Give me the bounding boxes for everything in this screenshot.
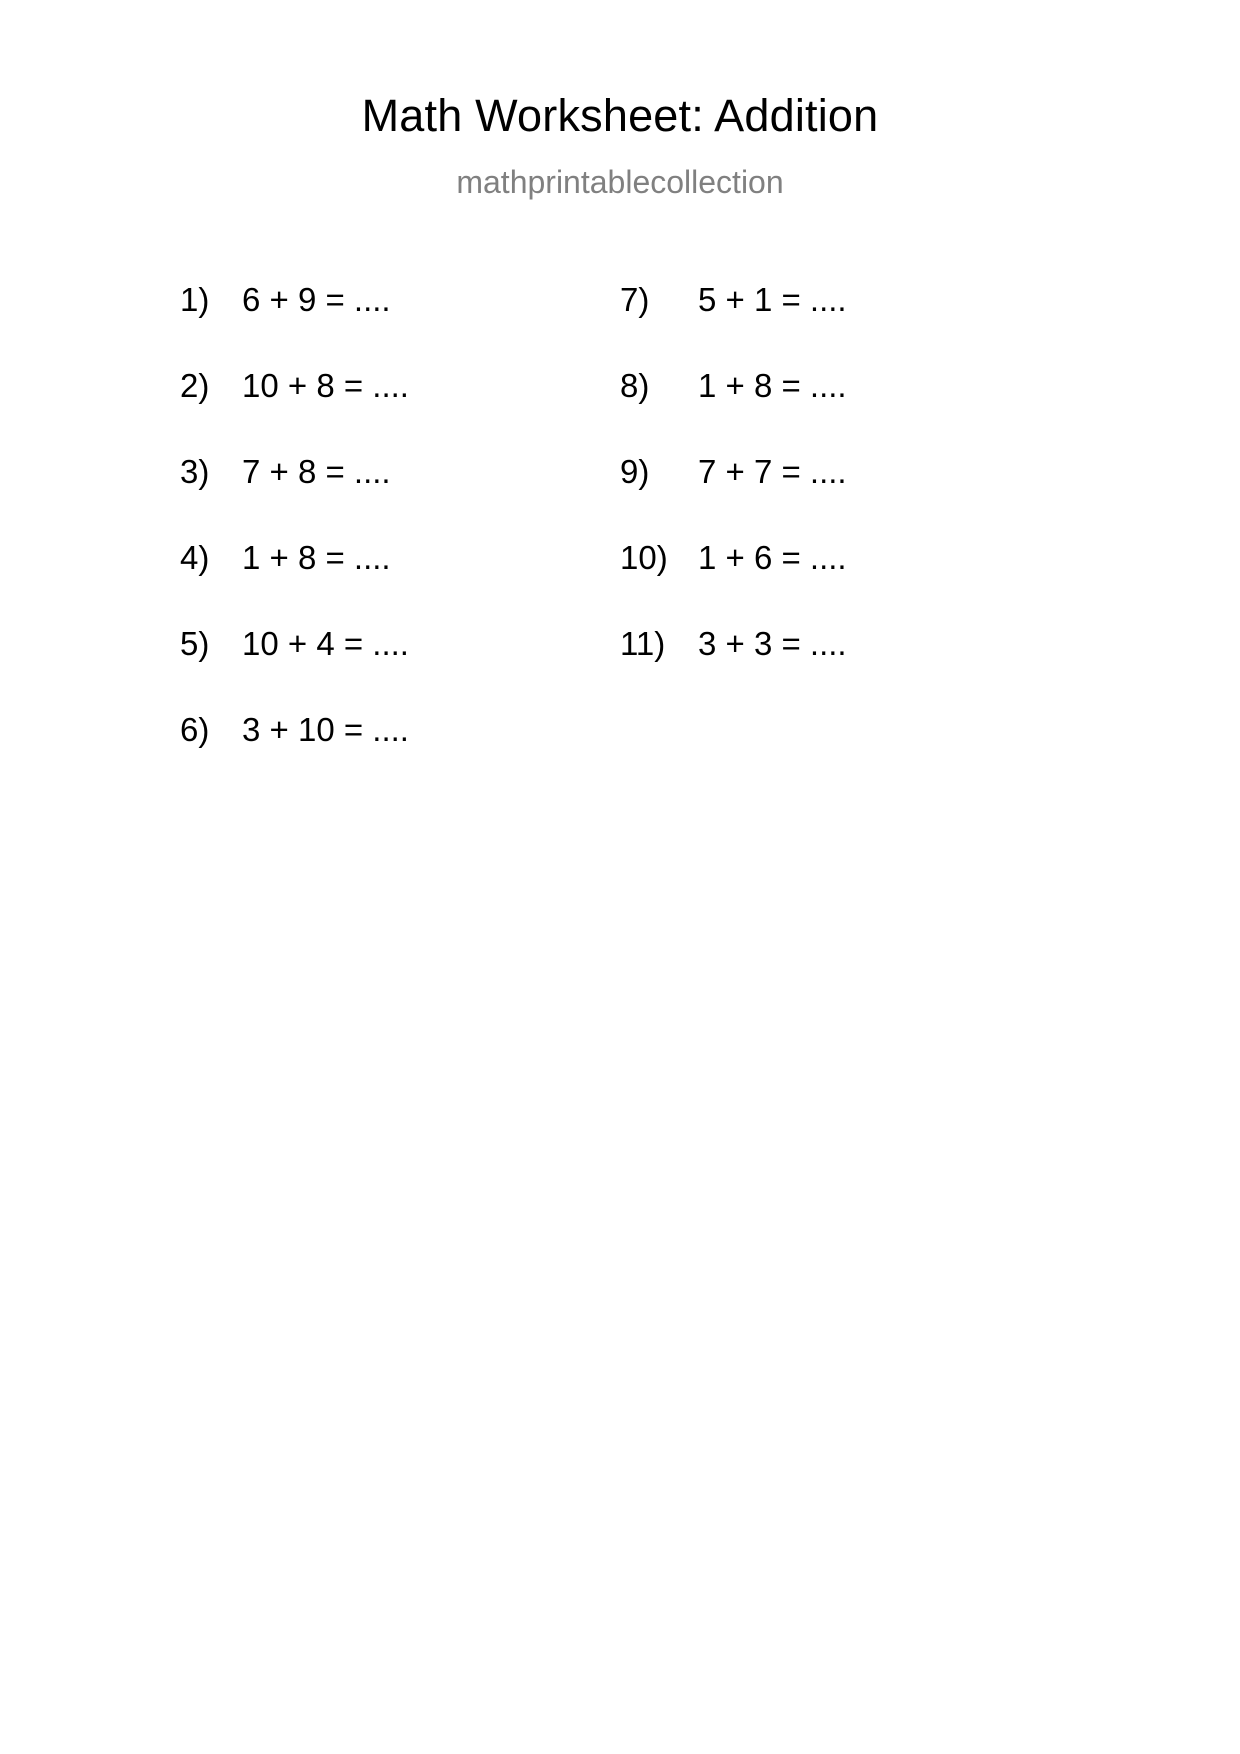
problem-number: 2) [180, 367, 210, 404]
problem-item [180, 627, 620, 660]
problem-item [620, 455, 1040, 488]
problem-number: 3) [180, 453, 210, 490]
problem-expression: 1 + 8 = .... [242, 539, 391, 576]
problem-number: 4) [180, 539, 210, 576]
problem-expression: 5 + 1 = .... [698, 281, 847, 318]
problem-expression: 7 + 7 = .... [698, 453, 847, 490]
problem-item [620, 541, 1040, 574]
problem-item [620, 283, 1040, 316]
problem-expression: 10 + 8 = .... [242, 367, 409, 404]
problem-expression: 7 + 8 = .... [242, 453, 391, 490]
problem-item [620, 627, 1040, 660]
problem-item [180, 455, 620, 488]
problem-number: 5) [180, 625, 210, 662]
problem-column-right [620, 283, 1040, 713]
problem-expression: 3 + 10 = .... [242, 711, 409, 748]
problem-expression: 6 + 9 = .... [242, 281, 391, 318]
problem-column-left [180, 283, 620, 799]
problem-list [0, 283, 1240, 799]
problem-number: 8) [620, 367, 650, 404]
problem-expression: 1 + 6 = .... [698, 539, 847, 576]
problem-expression: 1 + 8 = .... [698, 367, 847, 404]
problem-expression: 10 + 4 = .... [242, 625, 409, 662]
problem-number: 6) [180, 711, 210, 748]
problem-number: 9) [620, 453, 650, 490]
problem-item [180, 369, 620, 402]
problem-item [180, 541, 620, 574]
problem-item [180, 713, 620, 746]
problem-number: 1) [180, 281, 210, 318]
page-title: Math Worksheet: Addition [361, 90, 879, 141]
page-subtitle: mathprintablecollection [456, 164, 784, 200]
problem-expression: 3 + 3 = .... [698, 625, 847, 662]
problem-item [180, 283, 620, 316]
problem-number: 7) [620, 281, 650, 318]
problem-number: 11) [620, 625, 666, 662]
problem-item [620, 369, 1040, 402]
problem-number: 10) [620, 539, 668, 576]
